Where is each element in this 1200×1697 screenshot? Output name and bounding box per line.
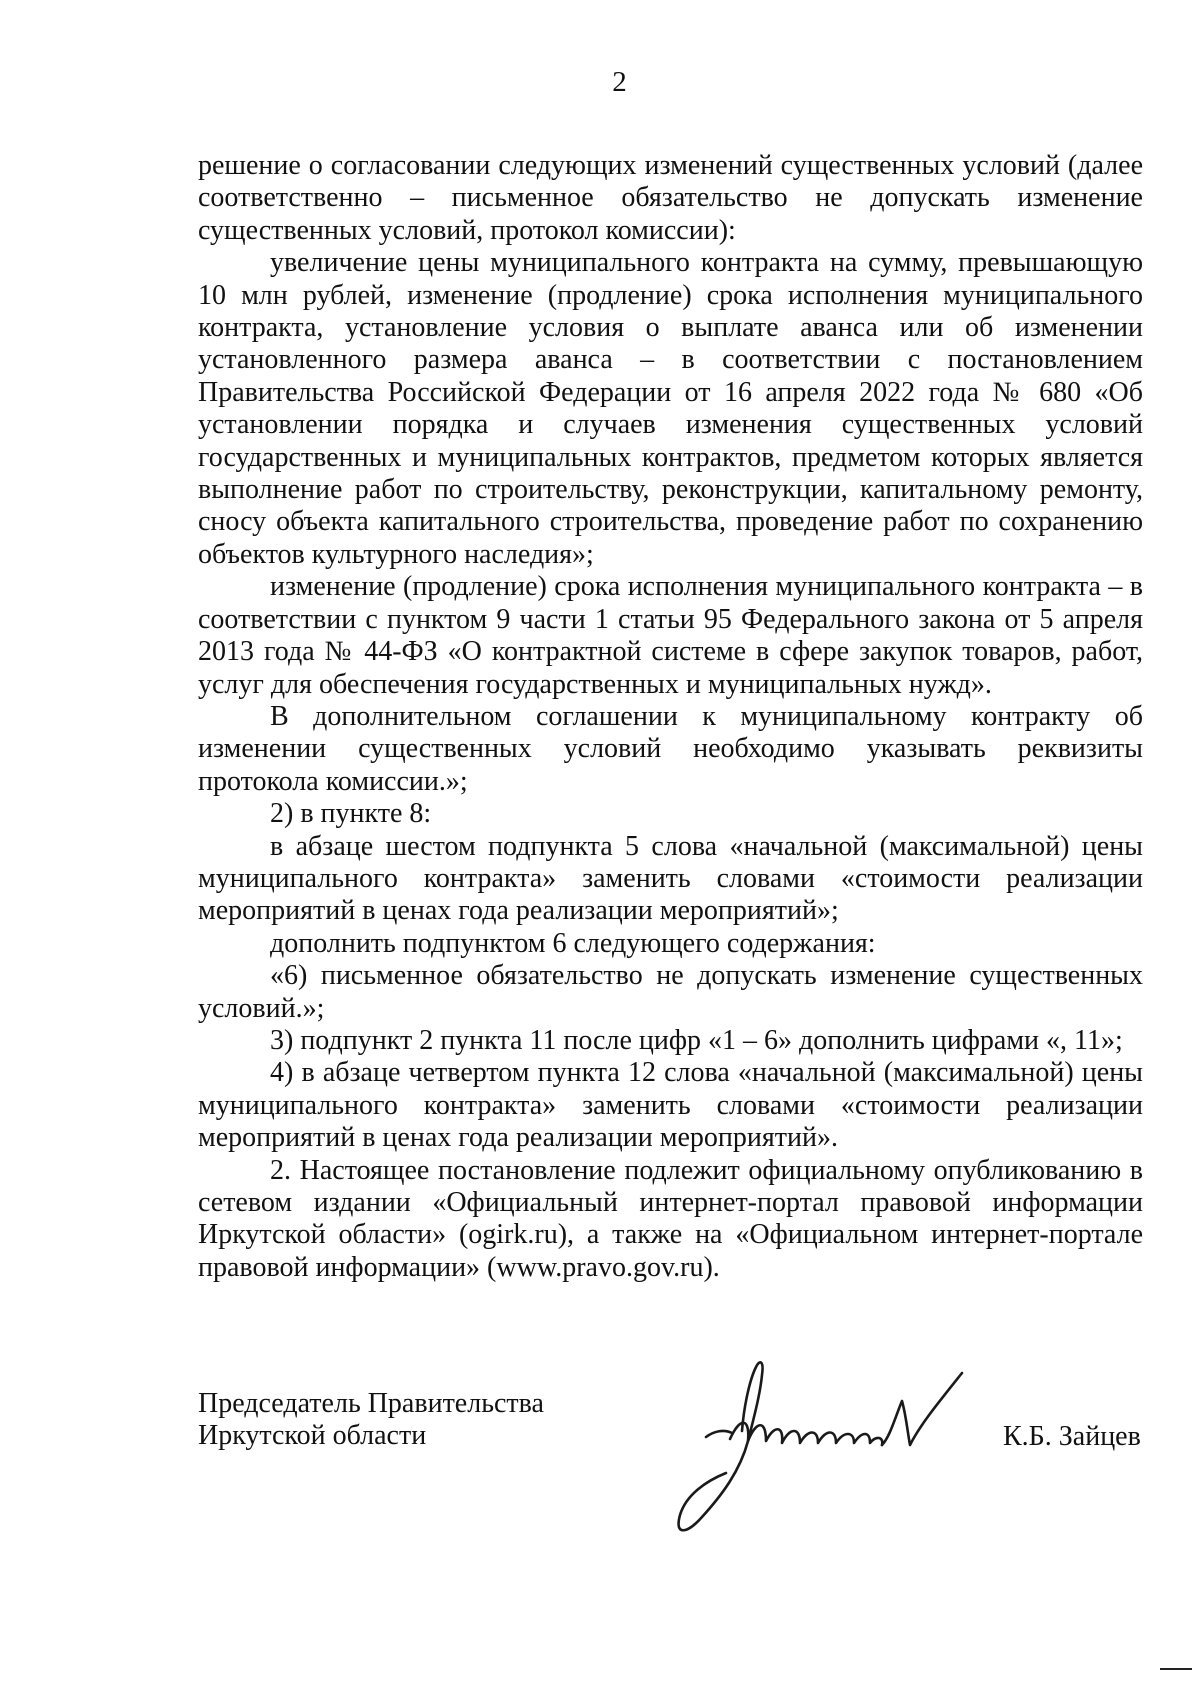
paragraph-7: дополнить подпунктом 6 следующего содержания:: [270, 927, 876, 959]
handwritten-signature: [670, 1345, 970, 1545]
signature-stroke-bar: [706, 1431, 732, 1437]
document-body: [198, 150, 1143, 1284]
signature-stroke-loop: [679, 1362, 763, 1530]
paragraph-2: увеличение цены муниципального контракта на сумму, превышающую 10 млн рублей, изменение (продление) срока исполнения муниципального контракта, установление условия о выплате аванса или об изменении установленного размера аванса – в соответствии с постановлением Правительства Российской Федерации от 16 апреля 2022 года № 680 «Об установлении порядка и случаев изменения существенных условий государственных и муниципальных контрактов, предметом которых является выполнение работ по строительству, реконструкции, капитальному ремонту, сносу объекта капитального строительства, проведение работ по сохранению объектов культурного наследия»;: [198, 247, 1143, 570]
paragraph-8: «6) письменное обязательство не допускать изменение существенных условий.»;: [198, 960, 1143, 1024]
paragraph-9: 3) подпункт 2 пункта 11 после цифр «1 – 6» дополнить цифрами «, 11»;: [270, 1024, 1123, 1056]
signatory-name: К.Б. Зайцев: [1003, 1421, 1141, 1452]
page-number: 2: [612, 66, 627, 98]
paragraph-1: решение о согласовании следующих изменений существенных условий (далее соответственно – письменное обязательство не допускать изменение существенных условий, протокол комиссии):: [198, 150, 1143, 246]
signatory-position-line-2: Иркутской области: [198, 1420, 427, 1452]
paragraph-6: в абзаце шестом подпункта 5 слова «начальной (максимальной) цены муниципального контракта» заменить словами «стоимости реализации мероприятий в ценах года реализации мероприятий»;: [198, 830, 1143, 927]
signatory-position: [198, 1388, 544, 1453]
signatory-position-line-1: Председатель Правительства: [198, 1388, 544, 1419]
paragraph-11: 2. Настоящее постановление подлежит официальному опубликованию в сетевом издании «Официальный интернет-портал правовой информации Иркутской области» (ogirk.ru), а также на «Официальном интернет-портале правовой информации» (www.pravo.gov.ru).: [198, 1154, 1143, 1283]
paragraph-5: 2) в пункте 8:: [270, 798, 432, 830]
scan-edge-mark: [1160, 1668, 1192, 1670]
paragraph-3: изменение (продление) срока исполнения муниципального контракта – в соответствии с пунктом 9 части 1 статьи 95 Федерального закона от 5 апреля 2013 года № 44-ФЗ «О контрактной системе в сфере закупок товаров, работ, услуг для обеспечения государственных и муниципальных нужд».: [198, 571, 1143, 700]
paragraph-4: В дополнительном соглашении к муниципальному контракту об изменении существенных условий необходимо указывать реквизиты протокола комиссии.»;: [198, 700, 1143, 797]
paragraph-10: 4) в абзаце четвертом пункта 12 слова «начальной (максимальной) цены муниципального контракта» заменить словами «стоимости реализации мероприятий в ценах года реализации мероприятий».: [198, 1057, 1143, 1154]
signature-stroke-tail: [882, 1373, 962, 1445]
